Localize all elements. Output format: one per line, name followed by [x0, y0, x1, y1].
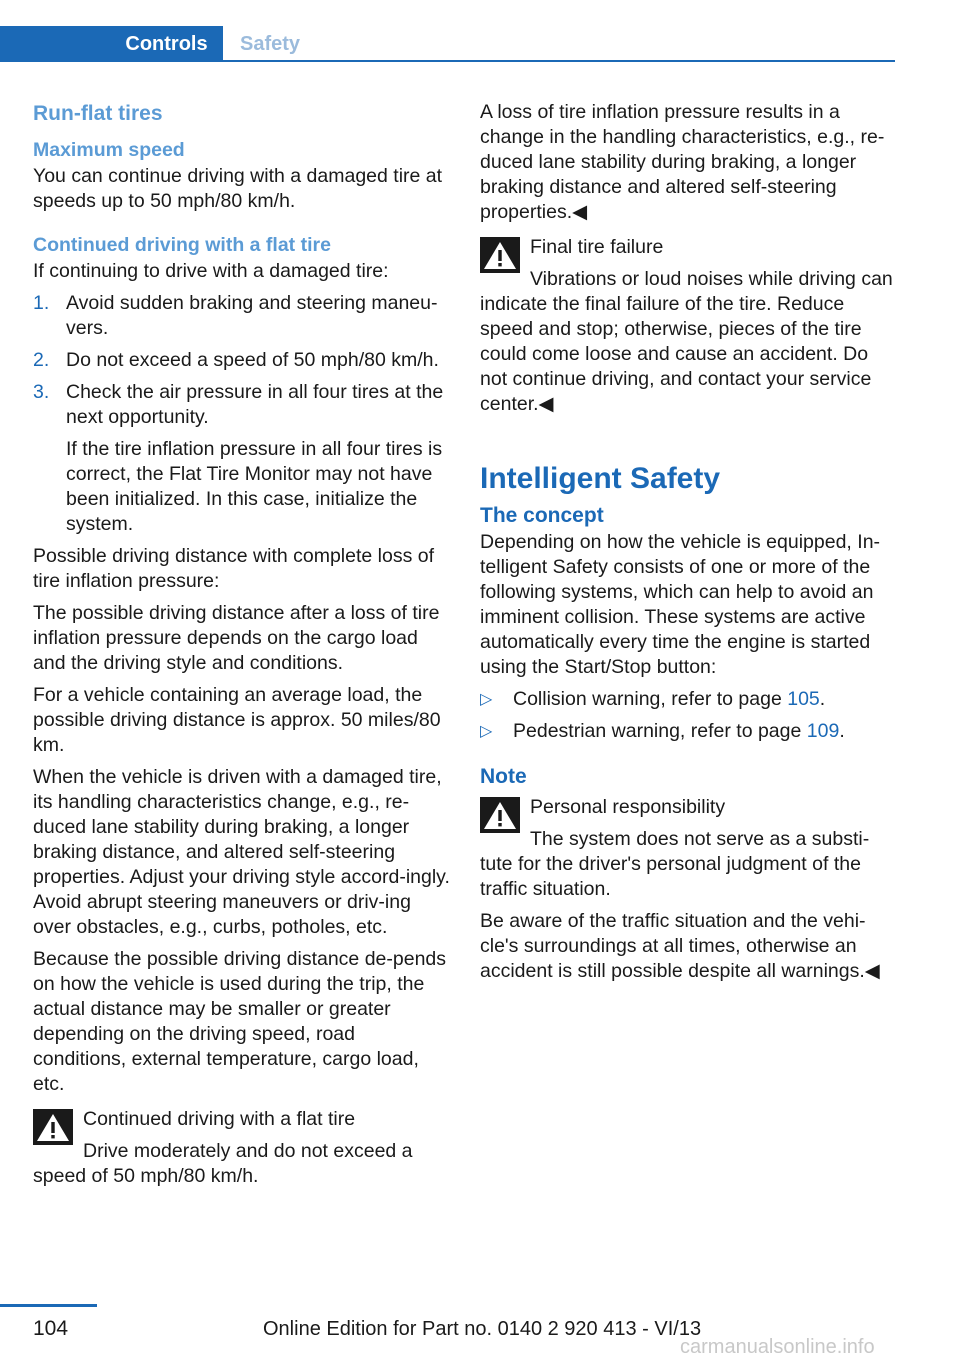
- bullet-end: .: [819, 688, 826, 710]
- warning-icon: [480, 237, 520, 273]
- warning-icon: [480, 797, 520, 833]
- warning-block: [33, 1107, 451, 1189]
- note-heading: Note: [480, 765, 527, 788]
- concept-text: Depending on how the vehicle is equipped, In-telligent Safety consists of one or more of the following systems, which can help to avoid an imminent collision. These systems are active automatically every time the engine is started using the Start/Stop button:: [480, 531, 881, 678]
- warning-title: Continued driving with a flat tire: [83, 1108, 356, 1130]
- bullet-end: .: [839, 720, 845, 742]
- paragraph: Possible driving distance with complete loss of tire inflation pressure:: [33, 545, 435, 592]
- page-link[interactable]: 105: [787, 688, 820, 710]
- list-item: [33, 348, 451, 373]
- tab-safety[interactable]: Safety: [240, 33, 301, 55]
- max-speed-text: You can continue driving with a damaged tire at speeds up to 50 mph/80 km/h.: [33, 165, 443, 212]
- paragraph: The possible driving distance after a loss of tire inflation pressure depends on the cargo load and the driving style and conditions.: [33, 602, 440, 674]
- step-extra-text: If the tire inflation pressure in all four tires is correct, the Flat Tire Monitor may not have been initialized. In this case, initialize the system.: [66, 438, 443, 535]
- step-text: Avoid sudden braking and steering maneu-vers.: [66, 292, 438, 339]
- watermark: carmanualsonline.info: [680, 1336, 875, 1358]
- step-text: Check the air pressure in all four tires at the next opportunity.: [66, 381, 444, 428]
- step-number: 3.: [33, 381, 50, 403]
- header-divider: [0, 60, 895, 62]
- bullet-text: Pedestrian warning, refer to page: [513, 720, 807, 742]
- steps-list: [33, 291, 451, 537]
- step-number: 2.: [33, 349, 50, 371]
- paragraph: For a vehicle containing an average load, the possible driving distance is approx. 50 miles/80 km.: [33, 684, 441, 756]
- warning-block: [480, 795, 895, 902]
- paragraph: Be aware of the traffic situation and the vehi-cle's surroundings at all times, otherwise an accident is still possible despite all warnings.◀: [480, 910, 880, 982]
- left-column: [33, 100, 451, 1196]
- section-title: Intelligent Safety: [480, 462, 721, 495]
- warning-text: Drive moderately and do not exceed a speed of 50 mph/80 km/h.: [33, 1140, 413, 1187]
- page-link[interactable]: 109: [806, 720, 840, 742]
- warning-icon: [33, 1109, 73, 1145]
- flat-tire-heading: Continued driving with a flat tire: [33, 234, 331, 256]
- warning-title: Personal responsibility: [530, 796, 726, 818]
- page-number: 104: [33, 1317, 69, 1340]
- step-number: 1.: [33, 292, 50, 314]
- list-item: [33, 291, 451, 341]
- bullet-text: Collision warning, refer to page: [513, 688, 788, 710]
- right-column: [480, 100, 895, 991]
- run-flat-title: Run-flat tires: [33, 102, 163, 125]
- tab-controls[interactable]: [0, 26, 223, 62]
- warning-text: The system does not serve as a substi-tute for the driver's personal judgment of the traffic situation.: [480, 828, 870, 900]
- list-item: [33, 380, 451, 537]
- warning-title: Final tire failure: [530, 236, 664, 258]
- paragraph: When the vehicle is driven with a damaged tire, its handling characteristics change, e.g., re-duced lane stability during braking, a longer braking distance, and altered self-steering properties. Adjust your driving style accord-ingly. Avoid abrupt steering maneuvers or driv-ing over obstacles, e.g., curbs, potholes, etc.: [33, 766, 450, 938]
- list-item: [480, 719, 895, 744]
- edition-text: Online Edition for Part no. 0140 2 920 413 - VI/13: [263, 1318, 702, 1340]
- list-item: [480, 687, 895, 712]
- paragraph: A loss of tire inflation pressure results in a change in the handling characteristics, e.g., re-duced lane stability during braking, a longer braking distance and altered self-steering properties.◀: [480, 101, 885, 223]
- triangle-bullet-icon: ▷: [480, 723, 493, 740]
- step-text: Do not exceed a speed of 50 mph/80 km/h.: [66, 349, 439, 371]
- tab-controls-label: Controls: [125, 32, 208, 55]
- triangle-bullet-icon: ▷: [480, 691, 493, 708]
- flat-intro: If continuing to drive with a damaged tire:: [33, 260, 389, 282]
- warning-block: [480, 235, 895, 417]
- footer-divider: [0, 1304, 97, 1307]
- max-speed-heading: Maximum speed: [33, 139, 185, 161]
- paragraph: Because the possible driving distance de-pends on how the vehicle is used during the trip, the actual distance may be smaller or greater depending on the driving speed, road conditions, external temperature, cargo load, etc.: [33, 948, 447, 1095]
- concept-heading: The concept: [480, 504, 604, 527]
- warning-text: Vibrations or loud noises while driving can indicate the final failure of the tire. Reduce speed and stop; otherwise, pieces of the tire could come loose and cause an accident. Do not continue driving, and contact your service center.◀: [480, 268, 893, 415]
